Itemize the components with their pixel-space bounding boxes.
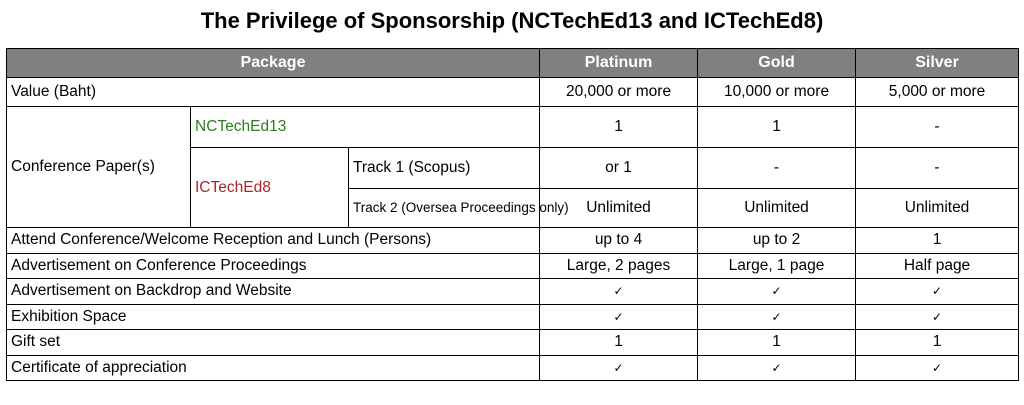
cell-silver: Half page: [856, 253, 1019, 279]
cell-platinum: 20,000 or more: [540, 78, 698, 107]
cell-gold: Large, 1 page: [698, 253, 856, 279]
row-label: Certificate of appreciation: [7, 355, 540, 381]
row-label-papers: Conference Paper(s): [7, 107, 191, 228]
cell-silver: 5,000 or more: [856, 78, 1019, 107]
check-icon: ✓: [540, 304, 698, 330]
row-label: Advertisement on Backdrop and Website: [7, 279, 540, 305]
table-row-certificate: [7, 355, 1019, 381]
header-gold: Gold: [698, 49, 856, 78]
row-label: Gift set: [7, 330, 540, 356]
cell-gold: 1: [698, 330, 856, 356]
sponsorship-table: [6, 48, 1019, 381]
header-package: Package: [7, 49, 540, 78]
cell-silver: -: [856, 148, 1019, 189]
row-label: Value (Baht): [7, 78, 540, 107]
cell-platinum: Unlimited: [540, 189, 698, 228]
cell-silver: 1: [856, 330, 1019, 356]
page-title: The Privilege of Sponsorship (NCTechEd13 and ICTechEd8): [200, 8, 824, 33]
row-label: Attend Conference/Welcome Reception and Lunch (Persons): [7, 228, 540, 254]
row-label: Exhibition Space: [7, 304, 540, 330]
cell-gold: 1: [698, 107, 856, 148]
check-icon: ✓: [540, 355, 698, 381]
table-row-attend: [7, 228, 1019, 254]
check-icon: ✓: [698, 355, 856, 381]
header-platinum: Platinum: [540, 49, 698, 78]
header-row: [7, 49, 1019, 78]
track2-label: Track 2 (Oversea Proceedings only): [349, 189, 540, 228]
check-icon: ✓: [856, 279, 1019, 305]
table-row-ad-backdrop: [7, 279, 1019, 305]
check-icon: ✓: [698, 304, 856, 330]
check-icon: ✓: [856, 355, 1019, 381]
cell-gold: -: [698, 148, 856, 189]
table-row-value: [7, 78, 1019, 107]
table-row-exhibition: [7, 304, 1019, 330]
check-icon: ✓: [856, 304, 1019, 330]
check-icon: ✓: [540, 279, 698, 305]
nctech-label: NCTechEd13: [191, 107, 540, 148]
row-label: Advertisement on Conference Proceedings: [7, 253, 540, 279]
table-row-nctech: [7, 107, 1019, 148]
ictech-label: ICTechEd8: [191, 148, 349, 228]
cell-platinum: up to 4: [540, 228, 698, 254]
cell-platinum: 1: [540, 107, 698, 148]
table-row-ad-proceedings: [7, 253, 1019, 279]
table-row-gift: [7, 330, 1019, 356]
cell-silver: Unlimited: [856, 189, 1019, 228]
cell-gold: 10,000 or more: [698, 78, 856, 107]
cell-gold: Unlimited: [698, 189, 856, 228]
header-silver: Silver: [856, 49, 1019, 78]
cell-silver: -: [856, 107, 1019, 148]
cell-platinum: or 1: [540, 148, 698, 189]
check-icon: ✓: [698, 279, 856, 305]
cell-silver: 1: [856, 228, 1019, 254]
cell-gold: up to 2: [698, 228, 856, 254]
cell-platinum: 1: [540, 330, 698, 356]
cell-platinum: Large, 2 pages: [540, 253, 698, 279]
track1-label: Track 1 (Scopus): [349, 148, 540, 189]
